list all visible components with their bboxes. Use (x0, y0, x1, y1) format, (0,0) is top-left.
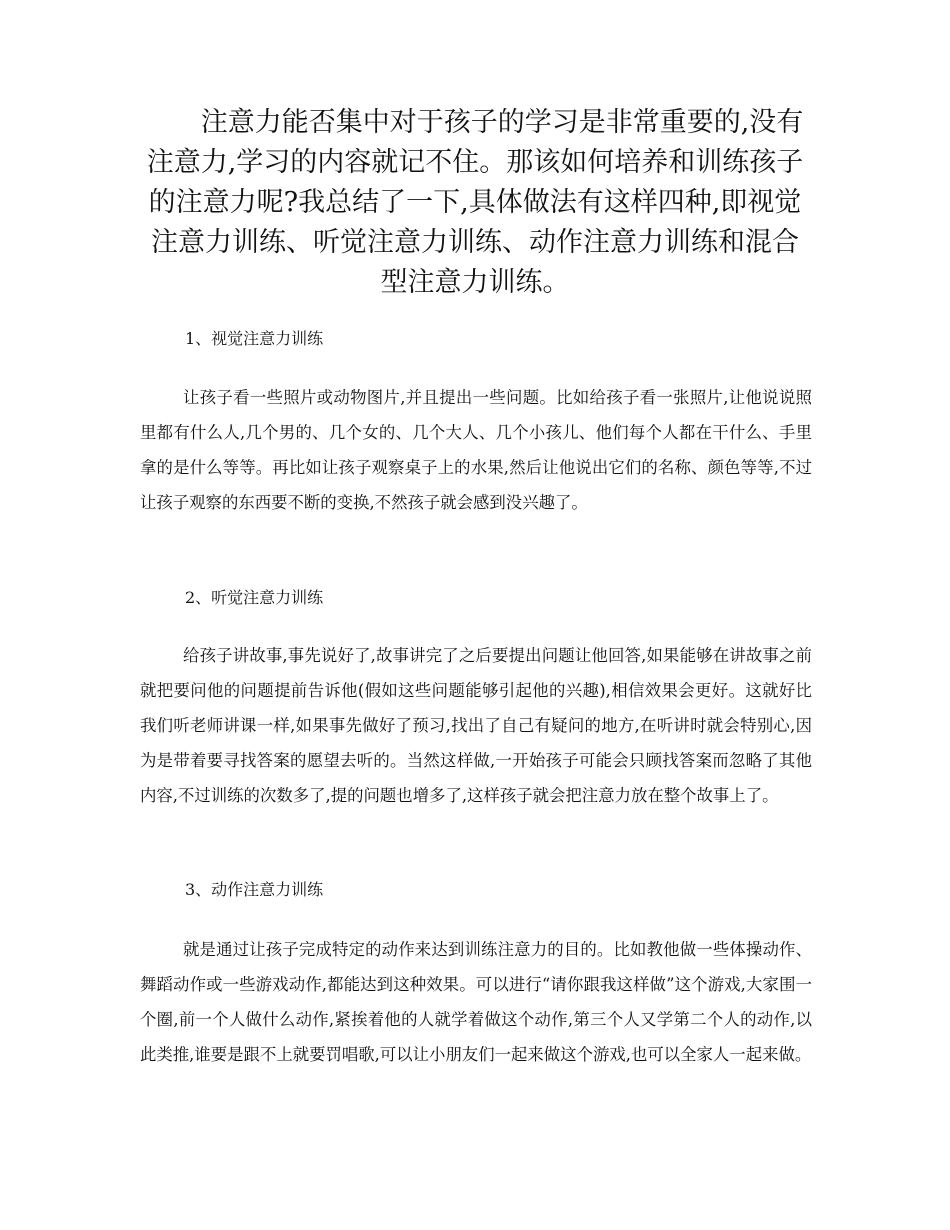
section-title-auditory: 2、听觉注意力训练 (185, 588, 324, 607)
section-body-auditory: 给孩子讲故事,事先说好了,故事讲完了之后要提出问题让他回答,如果能够在讲故事之前就把要问他的问题提前告诉他(假如这些问题能够引起他的兴趣),相信效果会更好。这就好比我们听老师讲课一样,如果事先做好了预习,找出了自己有疑问的地方,在听讲时就会特别心,因为是带着要寻找答案的愿望去听的。当然这样做,一开始孩子可能会只顾找答案而忽略了其他内容,不过训练的次数多了,提的问题也增多了,这样孩子就会把注意力放在整个故事上了。 (140, 646, 812, 805)
section-title-visual: 1、视觉注意力训练 (185, 329, 324, 348)
section-title-motion: 3、动作注意力训练 (185, 880, 324, 899)
section-body-visual: 让孩子看一些照片或动物图片,并且提出一些问题。比如给孩子看一张照片,让他说说照里都有什么人,几个男的、几个女的、几个大人、几个小孩儿、他们每个人都在干什么、手里拿的是什么等等。再比如让孩子观察桌子上的水果,然后让他说出它们的名称、颜色等等,不过让孩子观察的东西要不断的变换,不然孩子就会感到没兴趣了。 (140, 388, 812, 512)
intro-paragraph: 注意力能否集中对于孩子的学习是非常重要的,没有注意力,学习的内容就记不住。那该如何培养和训练孩子的注意力呢?我总结了一下,具体做法有这样四种,即视觉注意力训练、听觉注意力训练、动作注意力训练和混合型注意力训练。 (146, 107, 804, 298)
section-body-motion: 就是通过让孩子完成特定的动作来达到训练注意力的目的。比如教他做一些体操动作、舞蹈动作或一些游戏动作,都能达到这种效果。可以进行“请你跟我这样做”这个游戏,大家围一个圈,前一个人做什么动作,紧挨着他的人就学着做这个动作,第三个人又学第二个人的动作,以此类推,谁要是跟不上就要罚唱歌,可以让小朋友们一起来做这个游戏,也可以全家人一起来做。 (140, 940, 812, 1064)
